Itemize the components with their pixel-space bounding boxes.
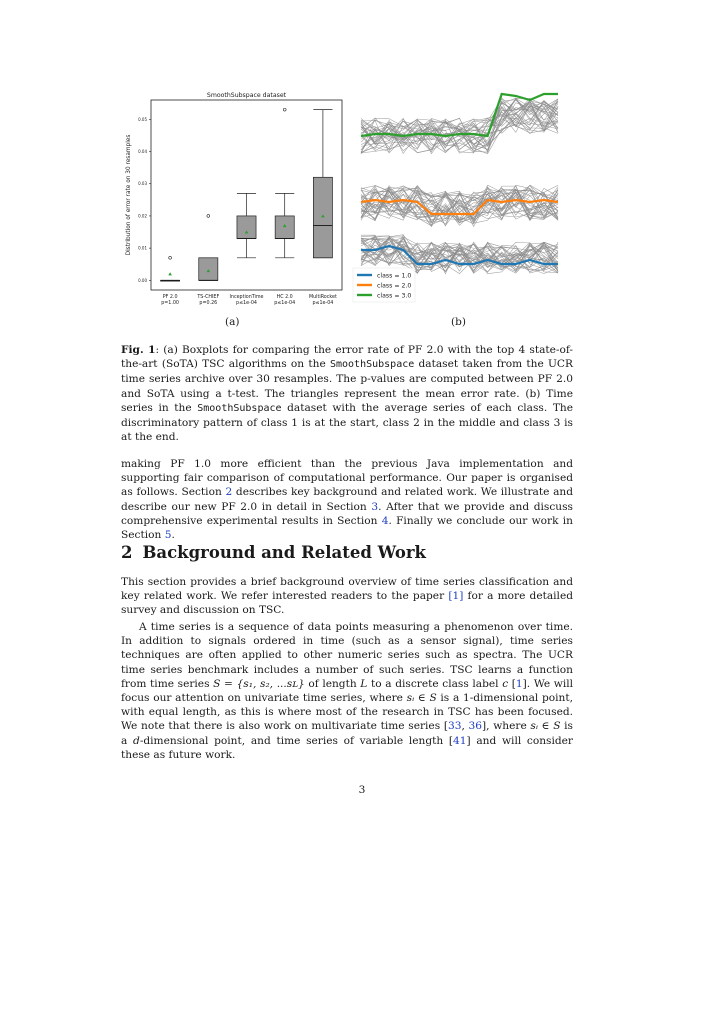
math-expression: sᵢ ∈ S xyxy=(406,692,437,705)
caption-dataset-name: SmoothSubspace xyxy=(197,402,282,414)
figure-canvas xyxy=(118,88,588,333)
paragraph-background xyxy=(121,575,573,618)
section-ref-link[interactable]: 4 xyxy=(381,514,389,527)
paragraph-text: This section provides a brief background overview of time series classification and key related work. We refer interested readers to the paper xyxy=(121,576,573,603)
caption-text: : (a) Boxplots for comparing the error rate of PF 2.0 with the top 4 state-of-the-art (SoTA) TSC algorithms on the xyxy=(121,344,573,371)
paragraph-text: A time series is a sequence of data points measuring a phenomenon over time. In addition to signals ordered in time (such as a sensor signal), time series techniques are often applied to other numeric series such as spectra. The UCR time series benchmark includes a number of such series. TSC learns a function from time series xyxy=(121,621,573,690)
math-expression: c xyxy=(502,677,509,690)
figure-caption xyxy=(121,343,573,444)
paragraph-text: ]. We will focus our attention on univariate time series, where xyxy=(121,677,573,705)
math-expression: d xyxy=(133,734,140,747)
p-value-label: p≤1e-04 xyxy=(236,301,257,306)
citation-link[interactable]: [1] xyxy=(448,590,464,603)
p-value-label: p≤1e-04 xyxy=(312,301,334,306)
x-tick-label: MultiRocket xyxy=(308,295,337,300)
y-tick-label: 0.03 xyxy=(138,181,147,187)
math-expression: L xyxy=(360,677,368,690)
page-number: 3 xyxy=(358,784,366,796)
legend-label: class = 3.0 xyxy=(377,292,412,300)
math-expression: S = {s₁, s₂, ...sʟ} xyxy=(213,677,305,690)
citation-link[interactable]: 1 xyxy=(515,677,523,690)
paragraph-time-series xyxy=(121,620,573,762)
y-tick-label: 0.05 xyxy=(138,116,147,122)
caption-tag: Fig. 1 xyxy=(121,344,156,356)
paragraph-text: ] and will consider these as future work. xyxy=(121,734,573,761)
caption-dataset-name: SmoothSubspace xyxy=(329,359,415,371)
citation-link[interactable]: 33 xyxy=(447,720,462,733)
p-value-label: p=1.00 xyxy=(161,301,179,306)
paragraph-intro-end xyxy=(121,457,573,542)
section-ref-link[interactable]: 5 xyxy=(164,529,172,542)
y-tick-label: 0.01 xyxy=(138,245,147,251)
box-body xyxy=(199,258,218,281)
p-value-label: p=0.26 xyxy=(199,301,218,306)
paragraph-text: making PF 1.0 more efficient than the previous Java implementation and supporting fair comparison of computational performance. Our paper is organised as follows. Section xyxy=(121,458,573,499)
legend-label: class = 2.0 xyxy=(377,282,412,290)
paragraph-text: . After that we provide and discuss comprehensive experimental results in Section xyxy=(121,500,573,527)
caption-text: dataset taken from the UCR time series archive over 30 resamples. The p-values are computed between PF 2.0 and SoTA using a t-test. The triangles represent the mean error rate. (b) Time series in the xyxy=(121,358,573,414)
section-ref-link[interactable]: 2 xyxy=(225,486,233,499)
citation-link[interactable]: 41 xyxy=(453,734,467,747)
citation-link[interactable]: 36 xyxy=(468,720,483,733)
paragraph-text: -dimensional point, and time series of variable length [ xyxy=(139,734,454,747)
p-value-label: p≤1e-04 xyxy=(274,301,296,306)
paragraph-text: for a more detailed survey and discussion on TSC. xyxy=(121,590,573,617)
section-heading xyxy=(121,543,426,562)
box-body xyxy=(313,177,332,258)
paragraph-text: . Finally we conclude our work in Section xyxy=(121,514,573,542)
outlier-point xyxy=(169,256,172,259)
chart-title: SmoothSubspace dataset xyxy=(206,92,287,99)
y-tick-label: 0.02 xyxy=(138,213,147,219)
y-tick-label: 0.00 xyxy=(138,277,147,283)
section-ref-link[interactable]: 3 xyxy=(371,500,379,513)
paragraph-text: ], where xyxy=(482,720,531,733)
paragraph-text: is a xyxy=(121,720,573,747)
paragraph-text: , xyxy=(461,720,469,733)
paragraph-text: is a 1-dimensional point, with equal length, as this is where most of the research in TSC has been focused. We note that there is also work on multivariate time series [ xyxy=(121,692,574,733)
outlier-point xyxy=(283,108,286,111)
outlier-point xyxy=(207,215,210,218)
box-body xyxy=(275,216,294,239)
paragraph-text: to a discrete class label xyxy=(367,677,503,690)
mean-marker xyxy=(168,272,172,275)
box-body xyxy=(237,216,256,239)
x-tick-label: PF 2.0 xyxy=(162,295,178,300)
paragraph-text: describes key background and related work. We illustrate and describe our new PF 2.0 in detail in Section xyxy=(121,486,573,513)
paragraph-text: of length xyxy=(304,677,361,690)
section-number: 2 xyxy=(121,543,133,562)
y-axis-label: Distribution of error rate on 30 resamples xyxy=(126,134,132,256)
panel-a-label: (a) xyxy=(225,316,240,328)
paragraph-text: [ xyxy=(508,677,516,690)
section-title: Background and Related Work xyxy=(142,543,426,562)
caption-text: dataset with the average series of each class. The discriminatory pattern of class 1 is at the start, class 2 in the middle and class 3 is at the end. xyxy=(121,401,573,444)
x-tick-label: InceptionTime xyxy=(229,295,264,300)
math-expression: sᵢ ∈ S xyxy=(530,720,561,733)
x-tick-label: TS-CHIEF xyxy=(197,295,220,300)
y-tick-label: 0.04 xyxy=(138,149,147,155)
paragraph-text: . xyxy=(171,529,175,542)
x-tick-label: HC 2.0 xyxy=(276,295,293,300)
legend-label: class = 1.0 xyxy=(377,272,412,280)
panel-b-label: (b) xyxy=(451,316,466,328)
figure-1 xyxy=(118,88,588,333)
